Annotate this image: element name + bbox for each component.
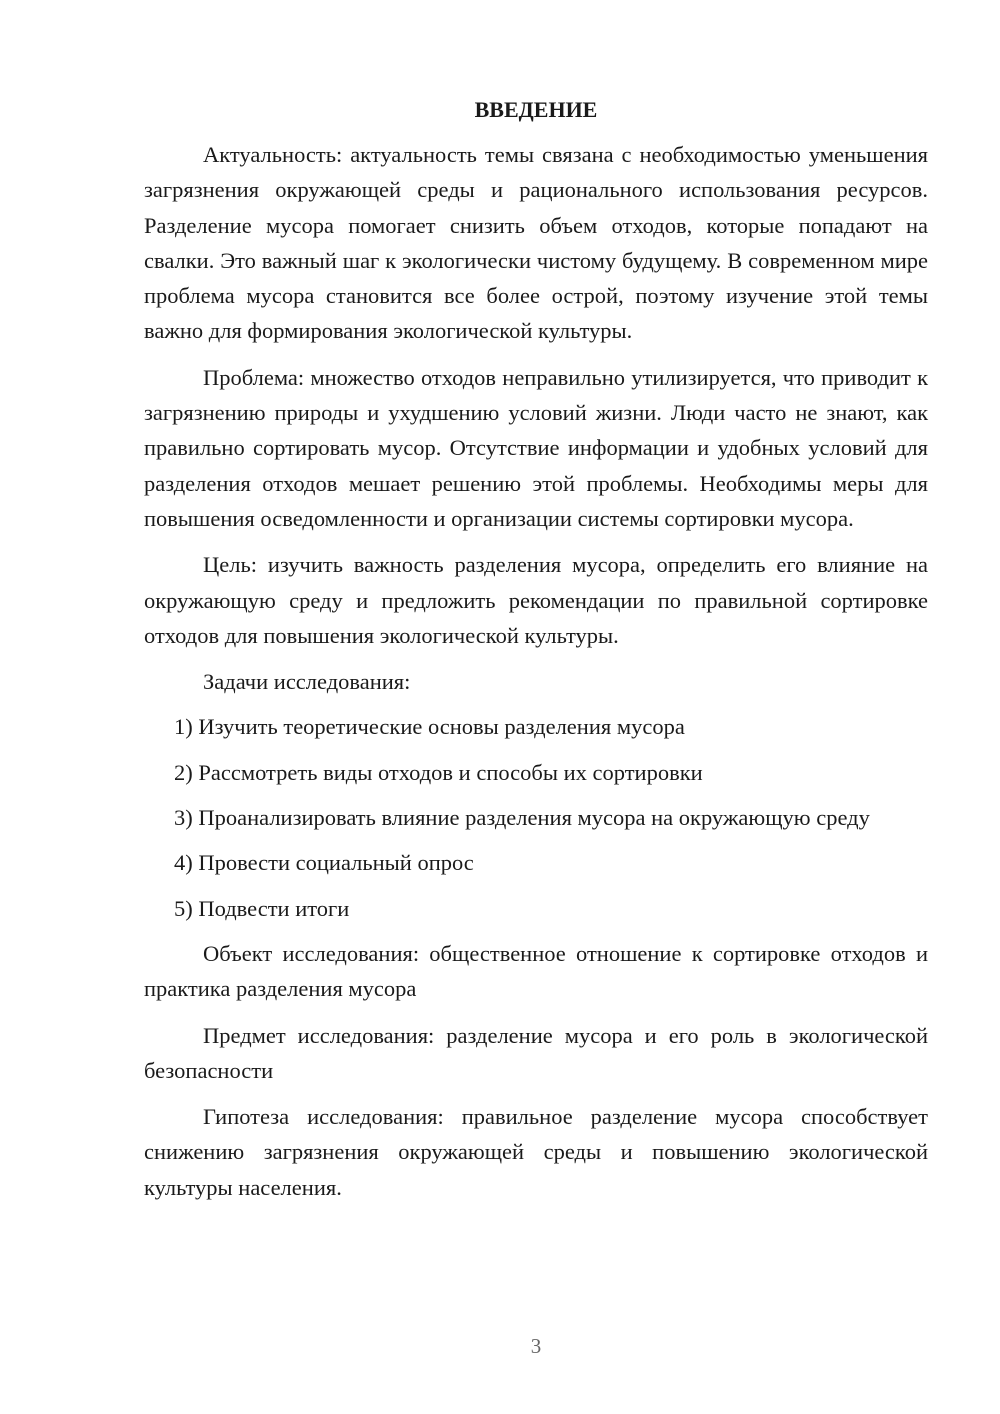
tasks-heading: Задачи исследования: bbox=[203, 669, 411, 695]
hypothesis-paragraph: Гипотеза исследования: правильное разделение мусора способствует снижению загрязнения окружающей среды и повышению экологической культуры населения. bbox=[144, 1104, 928, 1200]
goal-paragraph: Цель: изучить важность разделения мусора, определить его влияние на окружающую среду и предложить рекомендации по правильной сортировке отходов для повышения экологической культуры. bbox=[144, 552, 928, 648]
list-item: 1) Изучить теоретические основы разделения мусора bbox=[174, 714, 685, 740]
list-item: 4) Провести социальный опрос bbox=[174, 850, 474, 876]
list-item: 5) Подвести итоги bbox=[174, 895, 350, 921]
page-number: 3 bbox=[530, 1334, 542, 1358]
section-title: ВВЕДЕНИЕ bbox=[474, 97, 598, 122]
problem-paragraph: Проблема: множество отходов неправильно утилизируется, что приводит к загрязнению природы и ухудшению условий жизни. Люди часто не знают, как правильно сортировать мусор. Отсутствие информации и удобных условий для разделения отходов мешает решению этой проблемы. Необходимы меры для повышения осведомленности и организации системы сортировки мусора. bbox=[144, 364, 928, 531]
list-item: 3) Проанализировать влияние разделения мусора на окружающую среду bbox=[174, 805, 870, 831]
research-object-paragraph: Объект исследования: общественное отношение к сортировке отходов и практика разделения мусора bbox=[144, 940, 928, 1002]
list-item: 2) Рассмотреть виды отходов и способы их сортировки bbox=[174, 759, 703, 785]
document-body bbox=[144, 92, 928, 1216]
relevance-paragraph: Актуальность: актуальность темы связана с необходимостью уменьшения загрязнения окружающей среды и рационального использования ресурсов. Разделение мусора помогает снизить объем отходов, которые попадают на свалки. Это важный шаг к экологически чистому будущему. В современном мире проблема мусора становится все более острой, поэтому изучение этой темы важно для формирования экологической культуры. bbox=[144, 142, 928, 344]
research-subject-paragraph: Предмет исследования: разделение мусора и его роль в экологической безопасности bbox=[144, 1022, 928, 1083]
tasks-list bbox=[144, 709, 928, 925]
